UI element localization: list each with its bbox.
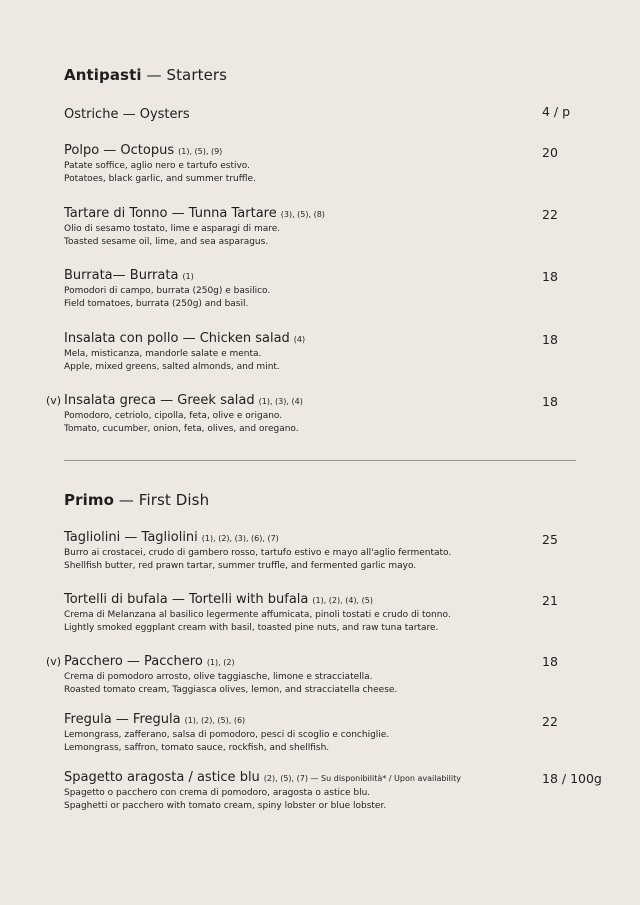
item-price: 22 [542,207,558,222]
menu-item-burrata [64,268,604,311]
item-name: Insalata greca — Greek salad [64,393,255,408]
item-desc-en: Apple, mixed greens, salted almonds, and mint. [64,362,280,372]
item-desc-it: Crema di pomodoro arrosto, olive taggiasche, limone e stracciatella. [64,672,373,682]
item-name: Tartare di Tonno — Tunna Tartare [64,206,277,221]
item-allergens: (3), (5), (8) [280,210,325,219]
menu-item-insalata-pollo [64,331,604,374]
item-name: Tortelli di bufala — Tortelli with bufala [64,592,309,607]
item-desc-it: Pomodori di campo, burrata (250g) e basilico. [64,286,271,296]
item-price: 25 [542,532,558,547]
item-price: 18 / 100g [542,771,602,786]
menu-item-ostriche [64,107,604,123]
item-price: 4 / p [542,104,571,119]
item-desc-it: Pomodoro, cetriolo, cipolla, feta, olive e origano. [64,411,283,421]
item-desc-it: Mela, misticanza, mandorle salate e menta. [64,349,262,359]
item-price: 20 [542,145,558,160]
item-price: 18 [542,332,558,347]
menu-item-spagetto-aragosta [64,770,604,813]
item-price: 18 [542,394,558,409]
section-title-primo: Primo — First Dish [64,491,210,509]
item-allergens: (1), (5), (9) [178,147,223,156]
section-title-antipasti: Antipasti — Starters [64,66,228,84]
item-desc-en: Tomato, cucumber, onion, feta, olives, and oregano. [64,424,299,434]
menu-item-insalata-greca [64,393,604,436]
item-name: Polpo — Octopus [64,143,175,158]
menu-item-polpo [64,143,604,186]
item-desc-en: Potatoes, black garlic, and summer truffle. [64,174,256,184]
item-desc-en: Lightly smoked eggplant cream with basil, toasted pine nuts, and raw tuna tartare. [64,623,439,633]
menu-item-tortelli [64,592,604,635]
item-allergens: (1), (2), (4), (5) [312,596,373,605]
menu-item-fregula [64,712,604,755]
item-name: Spagetto aragosta / astice blu [64,770,260,785]
item-allergens: (1) [182,272,194,281]
item-price: 18 [542,654,558,669]
item-desc-en: Roasted tomato cream, Taggiasca olives, lemon, and stracciatella cheese. [64,685,398,695]
item-name: Insalata con pollo — Chicken salad [64,331,290,346]
item-desc-en: Toasted sesame oil, lime, and sea asparagus. [64,237,269,247]
menu-item-tartare [64,206,604,249]
item-price: 21 [542,593,558,608]
vegetarian-marker: (v) [46,394,62,407]
item-desc-en: Spaghetti or pacchero with tomato cream, spiny lobster or blue lobster. [64,801,387,811]
item-name: Tagliolini — Tagliolini [64,530,198,545]
item-allergens: (1), (2), (3), (6), (7) [201,534,279,543]
menu-item-pacchero [64,654,604,697]
item-name: Ostriche — Oysters [64,107,190,122]
item-desc-it: Spagetto o pacchero con crema di pomodoro, aragosta o astice blu. [64,788,371,798]
item-desc-it: Olio di sesamo tostato, lime e asparagi di mare. [64,224,281,234]
item-desc-en: Shellfish butter, red prawn tartar, summer truffle, and fermented garlic mayo. [64,561,417,571]
section-divider [64,460,576,461]
item-allergens: (1), (2) [206,658,235,667]
menu-item-tagliolini [64,530,604,573]
item-desc-it: Crema di Melanzana al basilico legermente affumicata, pinoli tostati e crudo di tonno. [64,610,451,620]
item-desc-it: Patate soffice, aglio nero e tartufo estivo. [64,161,251,171]
item-desc-en: Lemongrass, saffron, tomato sauce, rockfish, and shellfish. [64,743,330,753]
item-desc-en: Field tomatoes, burrata (250g) and basil. [64,299,249,309]
item-name: Fregula — Fregula [64,712,181,727]
item-price: 22 [542,714,558,729]
item-name: Burrata— Burrata [64,268,179,283]
vegetarian-marker: (v) [46,655,62,668]
item-allergens: (1), (2), (5), (6) [184,716,246,725]
item-allergens: (2), (5), (7) — Su disponibilità* / Upon availability [263,774,461,783]
item-allergens: (4) [293,335,306,344]
item-name: Pacchero — Pacchero [64,654,203,669]
item-desc-it: Lemongrass, zafferano, salsa di pomodoro, pesci di scoglio e conchiglie. [64,730,390,740]
item-desc-it: Burro ai crostacei, crudo di gambero rosso, tartufo estivo e mayo all'aglio fermentato. [64,548,452,558]
item-price: 18 [542,269,558,284]
item-allergens: (1), (3), (4) [258,397,303,406]
